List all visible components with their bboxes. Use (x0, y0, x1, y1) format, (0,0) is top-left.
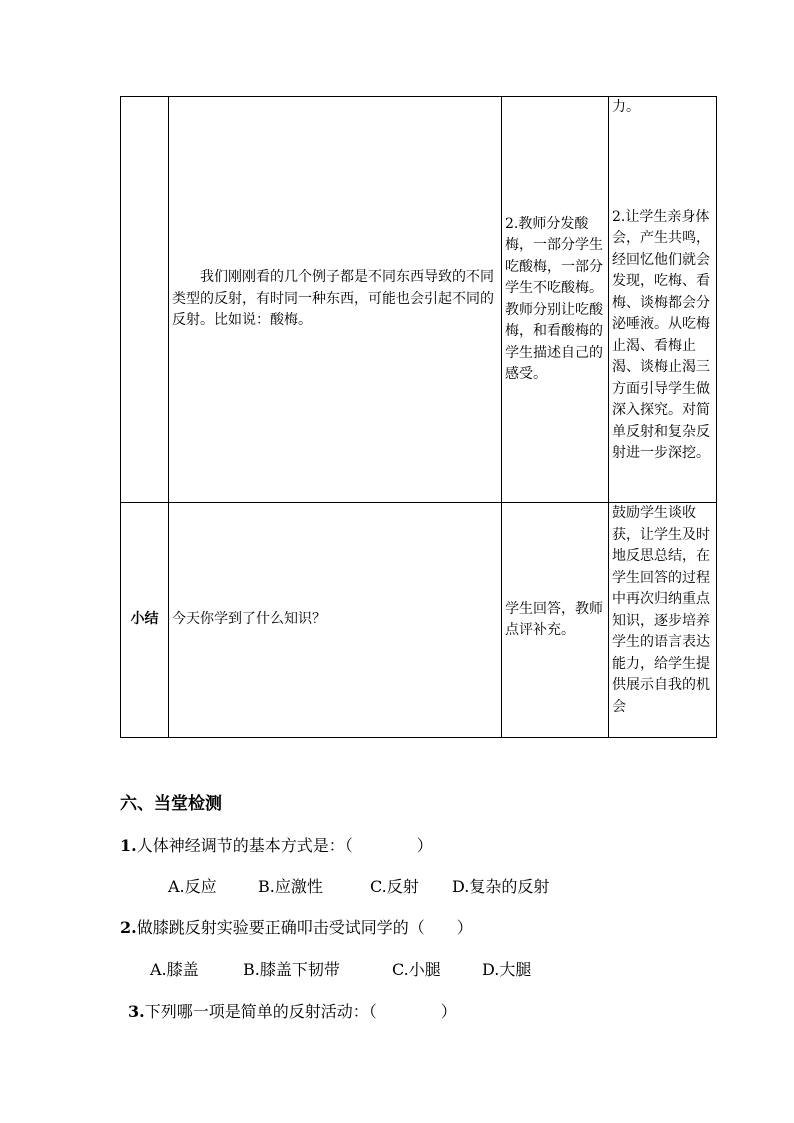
table-row (121, 97, 717, 503)
option-b: B.膝盖下韧带 (243, 960, 340, 979)
question-2-options (150, 957, 531, 980)
question-number: 2. (120, 918, 137, 937)
content-text: 今天你学到了什么知识？ (172, 611, 326, 628)
question-3 (128, 999, 457, 1022)
activity-cell (502, 97, 609, 503)
question-text: 做膝跳反射实验要正确叩击受试同学的（ ） (136, 918, 473, 937)
option-d: D.大腿 (482, 960, 532, 979)
option-a: A.反应 (168, 877, 217, 896)
question-text: 人体神经调节的基本方式是：（ ） (136, 836, 433, 855)
option-c: C.反射 (370, 877, 419, 896)
content-cell (169, 503, 502, 738)
question-2 (120, 915, 473, 938)
lesson-plan-table (120, 96, 717, 738)
intent-cell (609, 503, 717, 738)
activity-text: 学生回答，教师点评补充。 (505, 600, 603, 638)
question-1 (120, 833, 433, 856)
option-b: B.应激性 (258, 877, 323, 896)
intent-top-text: 力。 (612, 99, 640, 115)
table-row (121, 503, 717, 738)
content-text: 我们刚刚看的几个例子都是不同东西导致的不同类型的反射，有时同一种东西，可能也会引起不同的反射。比如说：酸梅。 (172, 269, 494, 329)
option-d: D.复杂的反射 (452, 877, 550, 896)
intent-text: 鼓励学生谈收获，让学生及时地反思总结，在学生回答的过程中再次归纳重点知识，逐步培养学生的语言表达能力，给学生提供展示自我的机会 (612, 505, 710, 715)
question-text: 下列哪一项是简单的反射活动：（ ） (144, 1002, 457, 1021)
option-a: A.膝盖 (150, 960, 199, 979)
question-number: 1. (120, 836, 137, 855)
activity-cell (502, 503, 609, 738)
option-c: C.小腿 (392, 960, 441, 979)
section-title: 六、当堂检测 (120, 794, 222, 814)
activity-text: 2.教师分发酸梅，一部分学生吃酸梅，一部分学生不吃酸梅。教师分别让吃酸梅，和看酸梅的学生描述自己的感受。 (505, 215, 603, 382)
stage-label-cell (121, 503, 169, 738)
intent-cell (609, 97, 717, 503)
question-number: 3. (128, 1002, 145, 1021)
stage-label-cell (121, 97, 169, 503)
content-cell (169, 97, 502, 503)
intent-text: 2.让学生亲身体会，产生共鸣，经回忆他们就会发现，吃梅、看梅、谈梅都会分泌唾液。从吃梅止渴、看梅止渴、谈梅止渴三方面引导学生做深入探究。对简单反射和复杂反射进一步深挖。 (612, 208, 710, 461)
stage-label: 小结 (130, 611, 159, 628)
question-1-options (168, 874, 549, 897)
